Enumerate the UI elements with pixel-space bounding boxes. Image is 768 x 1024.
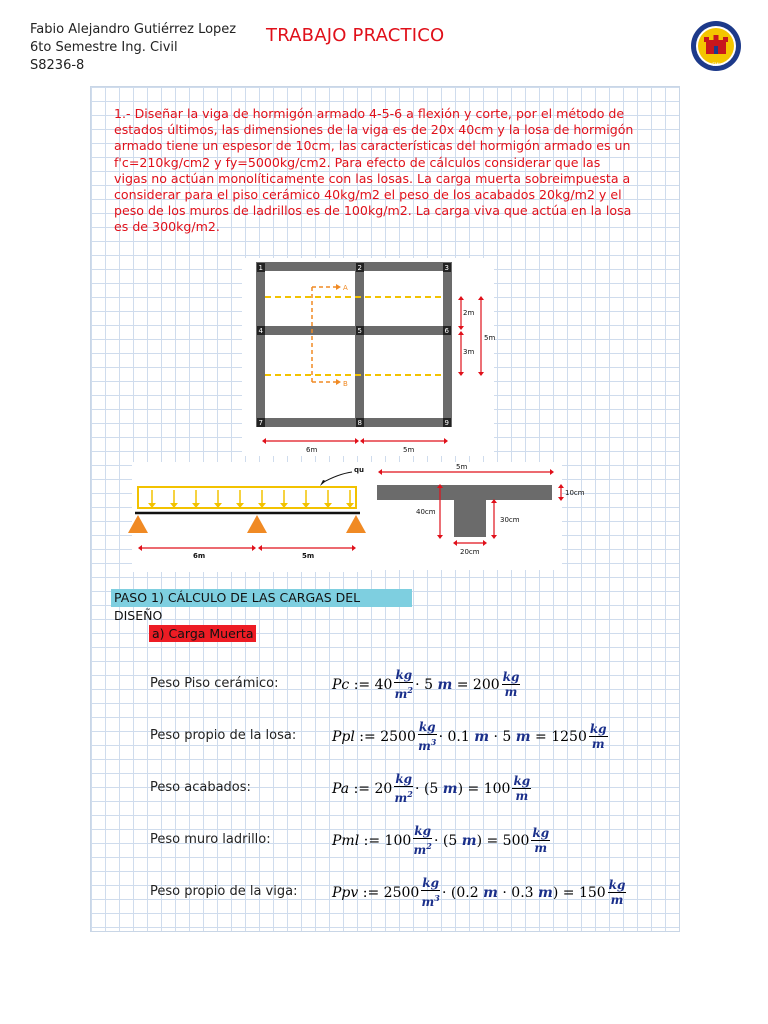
node-8: 8 bbox=[357, 419, 362, 427]
node-9: 9 bbox=[444, 419, 449, 427]
beam-background bbox=[132, 462, 370, 572]
node-7: 7 bbox=[258, 419, 263, 427]
node-3: 3 bbox=[444, 264, 449, 272]
section-30cm: 30cm bbox=[500, 516, 520, 524]
equation-viga: Ppv := 2500 $\frac{kg}{m^3}$ · (0.2 m · 0.3 m ) = 150 $\frac{kg}{m}$ bbox=[332, 876, 626, 909]
dim-6m: 6m bbox=[306, 446, 318, 454]
node-4: 4 bbox=[258, 327, 263, 335]
node-6: 6 bbox=[444, 327, 449, 335]
equation-losa: Ppl := 2500 $\frac{kg}{m^3}$ · 0.1 m · 5 m = 1250 $\frac{kg}{m}$ bbox=[332, 720, 607, 753]
section-label-b: B bbox=[343, 380, 348, 388]
section-label-a: A bbox=[343, 284, 348, 292]
load-label-qu: qu bbox=[354, 466, 364, 474]
span-5m: 5m bbox=[302, 552, 315, 560]
load-label: Peso propio de la losa: bbox=[150, 728, 297, 743]
equation-muro: Pml := 100 $\frac{kg}{m^2}$ · (5 m ) = 500 $\frac{kg}{m}$ bbox=[332, 824, 550, 857]
load-label: Peso Piso cerámico: bbox=[150, 676, 279, 691]
section-40cm: 40cm bbox=[416, 508, 436, 516]
student-code: S8236-8 bbox=[30, 58, 85, 73]
load-label: Peso propio de la viga: bbox=[150, 884, 298, 899]
node-5: 5 bbox=[357, 327, 362, 335]
problem-statement: 1.- Diseñar la viga de hormigón armado 4-5-6 a flexión y corte, por el método de estados últimos, las dimensiones de la viga es de 20x 40cm y la losa de hormigón armado tiene un espesor de 10cm, las características del hormigón armado es un f'c=210kg/cm2 y fy=5000kg/cm2. Para efecto de cálculos considerar que las vigas no actúan monolíticamente con las losas. La carga muerta sobreimpuesta a considerar para el piso cerámico 40kg/m2 el peso de los acabados 20kg/m2 y el peso de los muros de ladrillos es de 100kg/m2. La carga viva que actúa en la losa es de 300kg/m2. bbox=[114, 106, 634, 235]
semester: 6to Semestre Ing. Civil bbox=[30, 40, 178, 55]
load-label: Peso muro ladrillo: bbox=[150, 832, 271, 847]
node-2: 2 bbox=[357, 264, 362, 272]
equation-piso: Pc := 40 $\frac{kg}{m^2}$ · 5 m = 200 $\frac{kg}{m}$ bbox=[332, 668, 520, 701]
svg-text:EMI: EMI bbox=[712, 62, 720, 67]
node-1: 1 bbox=[258, 264, 263, 272]
author-name: Fabio Alejandro Gutiérrez Lopez bbox=[30, 22, 237, 37]
section-20cm: 20cm bbox=[460, 548, 480, 556]
dim-2m: 2m bbox=[463, 309, 475, 317]
dim-5m-horizontal: 5m bbox=[403, 446, 415, 454]
dim-3m: 3m bbox=[463, 348, 475, 356]
span-6m: 6m bbox=[193, 552, 206, 560]
equation-acabados: Pa := 20 $\frac{kg}{m^2}$ · (5 m ) = 100 $\frac{kg}{m}$ bbox=[332, 772, 531, 805]
load-label: Peso acabados: bbox=[150, 780, 251, 795]
step-1-heading: PASO 1) CÁLCULO DE LAS CARGAS DEL DISEÑO bbox=[111, 589, 412, 607]
dead-load-heading: a) Carga Muerta bbox=[149, 625, 256, 642]
dim-5m-vertical: 5m bbox=[484, 334, 496, 342]
section-10cm: 10cm bbox=[565, 489, 585, 497]
section-top-5m: 5m bbox=[456, 463, 468, 471]
page-title: TRABAJO PRACTICO bbox=[266, 25, 445, 46]
